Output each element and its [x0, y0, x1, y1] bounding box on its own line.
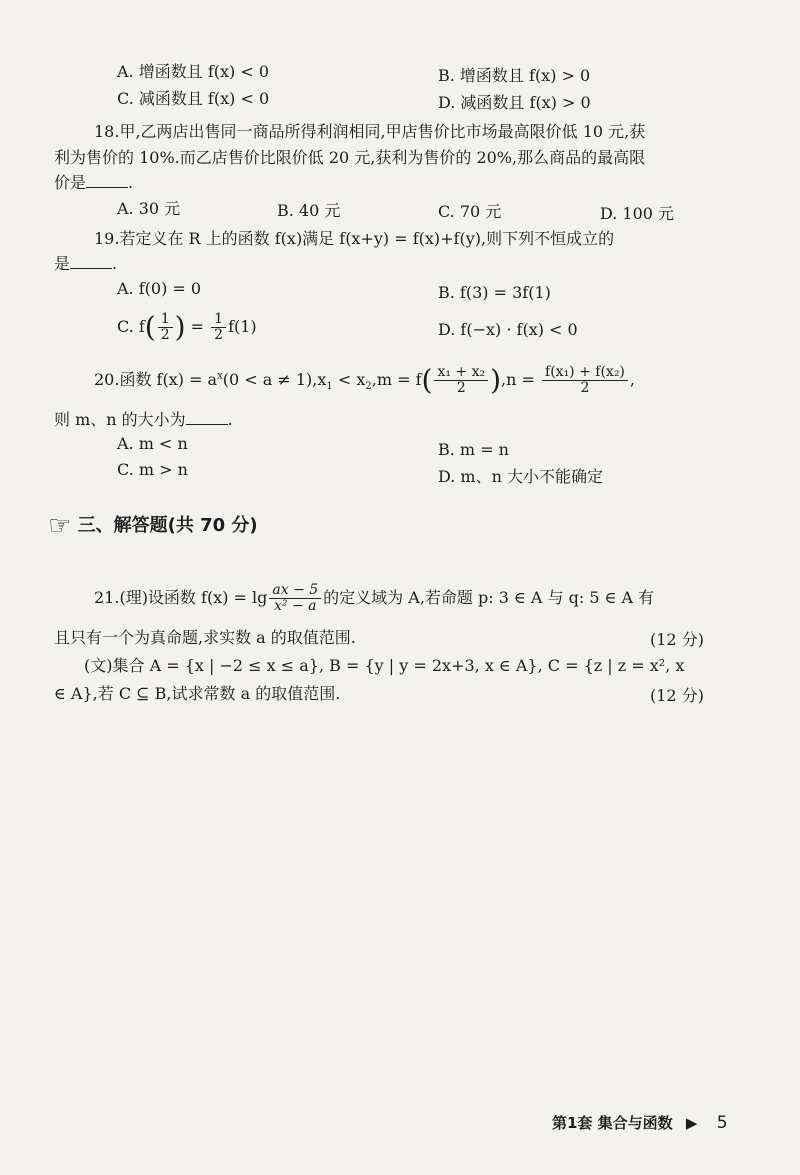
q17-option-d: D. 减函数且 f(x) > 0 [438, 93, 591, 112]
q18-option-b: B. 40 元 [277, 201, 341, 220]
q18-line2: 利为售价的 10%.而乙店售价比限价低 20 元,获利为售价的 20%,那么商品的最高限 [54, 148, 646, 167]
q21-score-wen: (12 分) [650, 686, 704, 705]
footer-label: 第1套 集合与函数 [552, 1114, 673, 1132]
q19-option-a: A. f(0) = 0 [117, 279, 202, 298]
answer-blank [186, 410, 228, 425]
q17-option-c: C. 减函数且 f(x) < 0 [117, 89, 270, 108]
q19-option-d: D. f(−x) · f(x) < 0 [438, 320, 578, 339]
q18-option-c: C. 70 元 [438, 202, 502, 221]
q18-line1: 18.甲,乙两店出售同一商品所得利润相同,甲店售价比市场最高限价低 10 元,获 [94, 122, 646, 141]
page-footer [552, 1113, 728, 1133]
hand-pointer-icon: ☞ [48, 511, 72, 541]
q20-line1: 20.函数 $f(x) = a^x(0 < a \ne 1),x_1 < x_2,m = f$( $\frac{\text{x₁ + x₂}}{2}$ ),n = $\frac{\text{f(x₁) + f(x₂)}}{2}$ , [94, 363, 635, 397]
q20-option-b: B. m = n [438, 440, 509, 459]
fraction: $\frac{\text{x₁ + x₂}}{2}$ [434, 365, 488, 396]
fraction: $\frac{1}{2}$ [211, 312, 226, 343]
q18-option-d: D. 100 元 [600, 204, 675, 223]
q20-line2: 则 m、n 的大小为 . [54, 410, 233, 429]
q20-option-c: C. m > n [117, 460, 188, 479]
section-heading: ☞ 三、解答题(共 70 分) [48, 511, 258, 541]
q19-option-c: C. f( $\frac{1}{2}$ ) = $\frac{1}{2}$ f(1) [117, 310, 257, 344]
q20-option-d: D. m、n 大小不能确定 [438, 467, 603, 486]
q21-line1: 21.(理)设函数 f(x) = lg $\frac{ax - 5}{\text{x² − a}}$ 的定义域为 A,若命题 p: 3 ∈ A 与 q: 5 ∈ A 有 [94, 582, 655, 614]
q18-line3: 价是 . [54, 173, 134, 192]
q19-line2: 是 . [54, 254, 118, 273]
q20-option-a: A. m < n [117, 434, 188, 453]
q17-option-a: A. 增函数且 f(x) < 0 [117, 62, 270, 81]
page-number: 5 [716, 1113, 728, 1133]
answer-blank [70, 254, 112, 269]
arrow-right-icon: ▶ [685, 1114, 698, 1132]
fraction: $\frac{ax - 5}{\text{x² − a}}$ [269, 583, 321, 614]
fraction: $\frac{1}{2}$ [158, 312, 173, 343]
q18-option-a: A. 30 元 [117, 199, 181, 218]
q19-option-b: B. f(3) = 3f(1) [438, 283, 551, 302]
q21-score-li: (12 分) [650, 630, 704, 649]
q21-wen-line2: ∈ A},若 C ⊆ B,试求常数 a 的取值范围. [54, 684, 341, 703]
q21-wen-line1: (文)集合 A = {x | −2 ≤ x ≤ a}, B = {y | y = 2x+3, x ∈ A}, C = {z | z = x², x [84, 656, 685, 675]
fraction: $\frac{\text{f(x₁) + f(x₂)}}{2}$ [542, 365, 628, 396]
q17-option-b: B. 增函数且 f(x) > 0 [438, 66, 591, 85]
q21-line2: 且只有一个为真命题,求实数 a 的取值范围. [54, 628, 356, 647]
answer-blank [86, 173, 128, 188]
q19-line1: 19.若定义在 R 上的函数 f(x)满足 f(x+y) = f(x)+f(y),则下列不恒成立的 [94, 229, 615, 248]
